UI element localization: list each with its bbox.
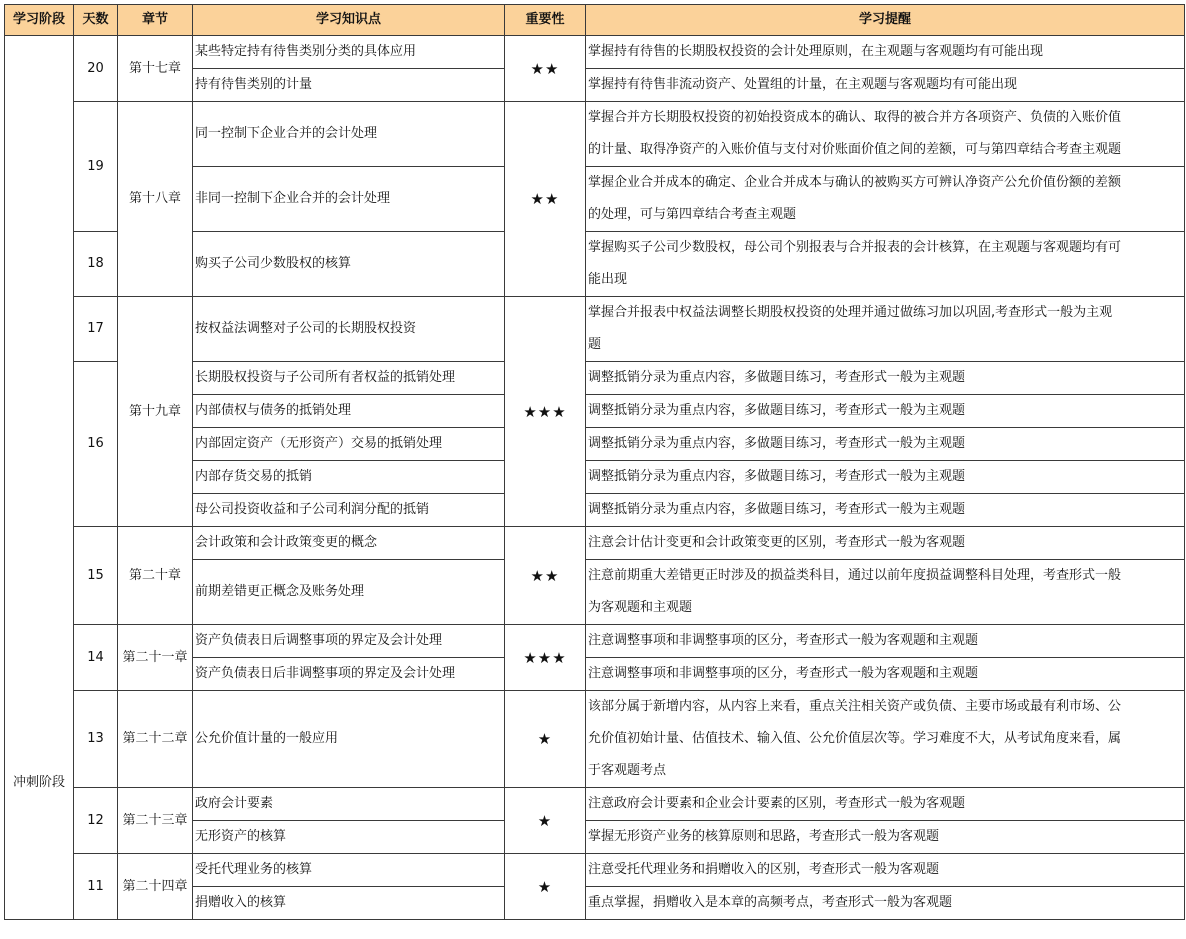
reminder-cell	[586, 821, 1185, 854]
knowledge-point-cell: 持有待售类别的计量	[193, 69, 505, 102]
importance-stars: ★★	[505, 527, 586, 625]
header-importance: 重要性	[505, 5, 586, 36]
reminder-line: 允价值初始计量、估值技术、输入值、公允价值层次等。学习难度不大，从考试角度来看，属	[588, 731, 1122, 746]
reminder-cell	[586, 232, 1185, 297]
reminder-line: 调整抵销分录为重点内容，多做题目练习，考查形式一般为主观题	[588, 370, 966, 385]
day-cell: 11	[74, 854, 118, 920]
table-row	[5, 625, 1185, 658]
day-cell: 12	[74, 788, 118, 854]
chapter-cell: 第二十一章	[118, 625, 193, 691]
reminder-cell	[586, 36, 1185, 69]
reminder-line: 注意调整事项和非调整事项的区分，考查形式一般为客观题和主观题	[588, 633, 979, 648]
reminder-cell	[586, 362, 1185, 395]
importance-stars: ★	[505, 691, 586, 788]
reminder-line: 的计量、取得净资产的入账价值与支付对价账面价值之间的差额，可与第四章结合考查主观题	[588, 142, 1122, 157]
table-row	[5, 788, 1185, 821]
reminder-line: 注意前期重大差错更正时涉及的损益类科目，通过以前年度损益调整科目处理，考查形式一般	[588, 568, 1122, 583]
table-row	[5, 854, 1185, 887]
importance-stars: ★	[505, 854, 586, 920]
knowledge-point-cell: 内部固定资产（无形资产）交易的抵销处理	[193, 428, 505, 461]
importance-stars: ★	[505, 788, 586, 854]
reminder-line: 调整抵销分录为重点内容，多做题目练习，考查形式一般为主观题	[588, 469, 966, 484]
reminder-line: 注意会计估计变更和会计政策变更的区别，考查形式一般为客观题	[588, 535, 966, 550]
reminder-line: 于客观题考点	[588, 763, 667, 778]
knowledge-point-cell: 某些特定持有待售类别分类的具体应用	[193, 36, 505, 69]
reminder-cell	[586, 297, 1185, 362]
reminder-cell	[586, 625, 1185, 658]
knowledge-point-cell: 母公司投资收益和子公司利润分配的抵销	[193, 494, 505, 527]
reminder-cell	[586, 102, 1185, 167]
header-stage: 学习阶段	[5, 5, 74, 36]
header-chapter: 章节	[118, 5, 193, 36]
day-cell: 19	[74, 102, 118, 232]
day-cell: 16	[74, 362, 118, 527]
reminder-line: 调整抵销分录为重点内容，多做题目练习，考查形式一般为主观题	[588, 436, 966, 451]
header-knowledge-point: 学习知识点	[193, 5, 505, 36]
reminder-line: 调整抵销分录为重点内容，多做题目练习，考查形式一般为主观题	[588, 403, 966, 418]
reminder-line: 掌握持有待售的长期股权投资的会计处理原则，在主观题与客观题均有可能出现	[588, 44, 1044, 59]
header-days: 天数	[74, 5, 118, 36]
day-cell: 13	[74, 691, 118, 788]
importance-stars: ★★★	[505, 625, 586, 691]
reminder-cell	[586, 428, 1185, 461]
knowledge-point-cell: 捐赠收入的核算	[193, 887, 505, 920]
knowledge-point-cell: 购买子公司少数股权的核算	[193, 232, 505, 297]
knowledge-point-cell: 长期股权投资与子公司所有者权益的抵销处理	[193, 362, 505, 395]
reminder-line: 为客观题和主观题	[588, 600, 693, 615]
knowledge-point-cell: 前期差错更正概念及账务处理	[193, 560, 505, 625]
importance-stars: ★★	[505, 36, 586, 102]
reminder-cell	[586, 461, 1185, 494]
reminder-cell	[586, 887, 1185, 920]
day-cell: 18	[74, 232, 118, 297]
reminder-line: 掌握合并方长期股权投资的初始投资成本的确认、取得的被合并方各项资产、负债的入账价值	[588, 110, 1122, 125]
reminder-line: 调整抵销分录为重点内容，多做题目练习，考查形式一般为主观题	[588, 502, 966, 517]
reminder-cell	[586, 854, 1185, 887]
reminder-line: 掌握持有待售非流动资产、处置组的计量，在主观题与客观题均有可能出现	[588, 77, 1018, 92]
knowledge-point-cell: 非同一控制下企业合并的会计处理	[193, 167, 505, 232]
reminder-cell	[586, 658, 1185, 691]
knowledge-point-cell: 会计政策和会计政策变更的概念	[193, 527, 505, 560]
reminder-cell	[586, 494, 1185, 527]
reminder-cell	[586, 167, 1185, 232]
reminder-line: 掌握企业合并成本的确定、企业合并成本与确认的被购买方可辨认净资产公允价值份额的差额	[588, 175, 1122, 190]
reminder-line: 掌握合并报表中权益法调整长期股权投资的处理并通过做练习加以巩固,考查形式一般为主观	[588, 305, 1113, 320]
reminder-cell	[586, 691, 1185, 788]
header-row	[5, 5, 1185, 36]
reminder-line: 掌握无形资产业务的核算原则和思路，考查形式一般为客观题	[588, 829, 940, 844]
knowledge-point-cell: 资产负债表日后调整事项的界定及会计处理	[193, 625, 505, 658]
chapter-cell: 第二十二章	[118, 691, 193, 788]
reminder-line: 掌握购买子公司少数股权，母公司个别报表与合并报表的会计核算，在主观题与客观题均有可	[588, 240, 1122, 255]
chapter-cell: 第二十四章	[118, 854, 193, 920]
chapter-cell: 第十八章	[118, 102, 193, 297]
reminder-line: 注意政府会计要素和企业会计要素的区别，考查形式一般为客观题	[588, 796, 966, 811]
knowledge-point-cell: 受托代理业务的核算	[193, 854, 505, 887]
stage-cell: 冲刺阶段	[5, 36, 74, 920]
reminder-line: 注意调整事项和非调整事项的区分，考查形式一般为客观题和主观题	[588, 666, 979, 681]
importance-stars: ★★★	[505, 297, 586, 527]
table-row	[5, 297, 1185, 362]
reminder-cell	[586, 788, 1185, 821]
day-cell: 15	[74, 527, 118, 625]
importance-stars: ★★	[505, 102, 586, 297]
knowledge-point-cell: 内部债权与债务的抵销处理	[193, 395, 505, 428]
knowledge-point-cell: 政府会计要素	[193, 788, 505, 821]
chapter-cell: 第十七章	[118, 36, 193, 102]
day-cell: 14	[74, 625, 118, 691]
reminder-cell	[586, 395, 1185, 428]
reminder-line: 题	[588, 337, 602, 352]
knowledge-point-cell: 无形资产的核算	[193, 821, 505, 854]
table-row	[5, 36, 1185, 69]
reminder-line: 重点掌握，捐赠收入是本章的高频考点，考查形式一般为客观题	[588, 895, 953, 910]
knowledge-point-cell: 按权益法调整对子公司的长期股权投资	[193, 297, 505, 362]
reminder-line: 该部分属于新增内容，从内容上来看，重点关注相关资产或负债、主要市场或最有利市场、公	[588, 699, 1122, 714]
reminder-cell	[586, 560, 1185, 625]
chapter-cell: 第二十三章	[118, 788, 193, 854]
knowledge-point-cell: 公允价值计量的一般应用	[193, 691, 505, 788]
table-row	[5, 527, 1185, 560]
chapter-cell: 第十九章	[118, 297, 193, 527]
study-plan-table	[4, 4, 1185, 920]
chapter-cell: 第二十章	[118, 527, 193, 625]
reminder-line: 的处理，可与第四章结合考查主观题	[588, 207, 797, 222]
reminder-line: 注意受托代理业务和捐赠收入的区别，考查形式一般为客观题	[588, 862, 940, 877]
day-cell: 20	[74, 36, 118, 102]
table-row	[5, 691, 1185, 788]
reminder-cell	[586, 527, 1185, 560]
header-reminder: 学习提醒	[586, 5, 1185, 36]
reminder-line: 能出现	[588, 272, 628, 287]
knowledge-point-cell: 资产负债表日后非调整事项的界定及会计处理	[193, 658, 505, 691]
knowledge-point-cell: 内部存货交易的抵销	[193, 461, 505, 494]
knowledge-point-cell: 同一控制下企业合并的会计处理	[193, 102, 505, 167]
table-row	[5, 102, 1185, 167]
day-cell: 17	[74, 297, 118, 362]
reminder-cell	[586, 69, 1185, 102]
